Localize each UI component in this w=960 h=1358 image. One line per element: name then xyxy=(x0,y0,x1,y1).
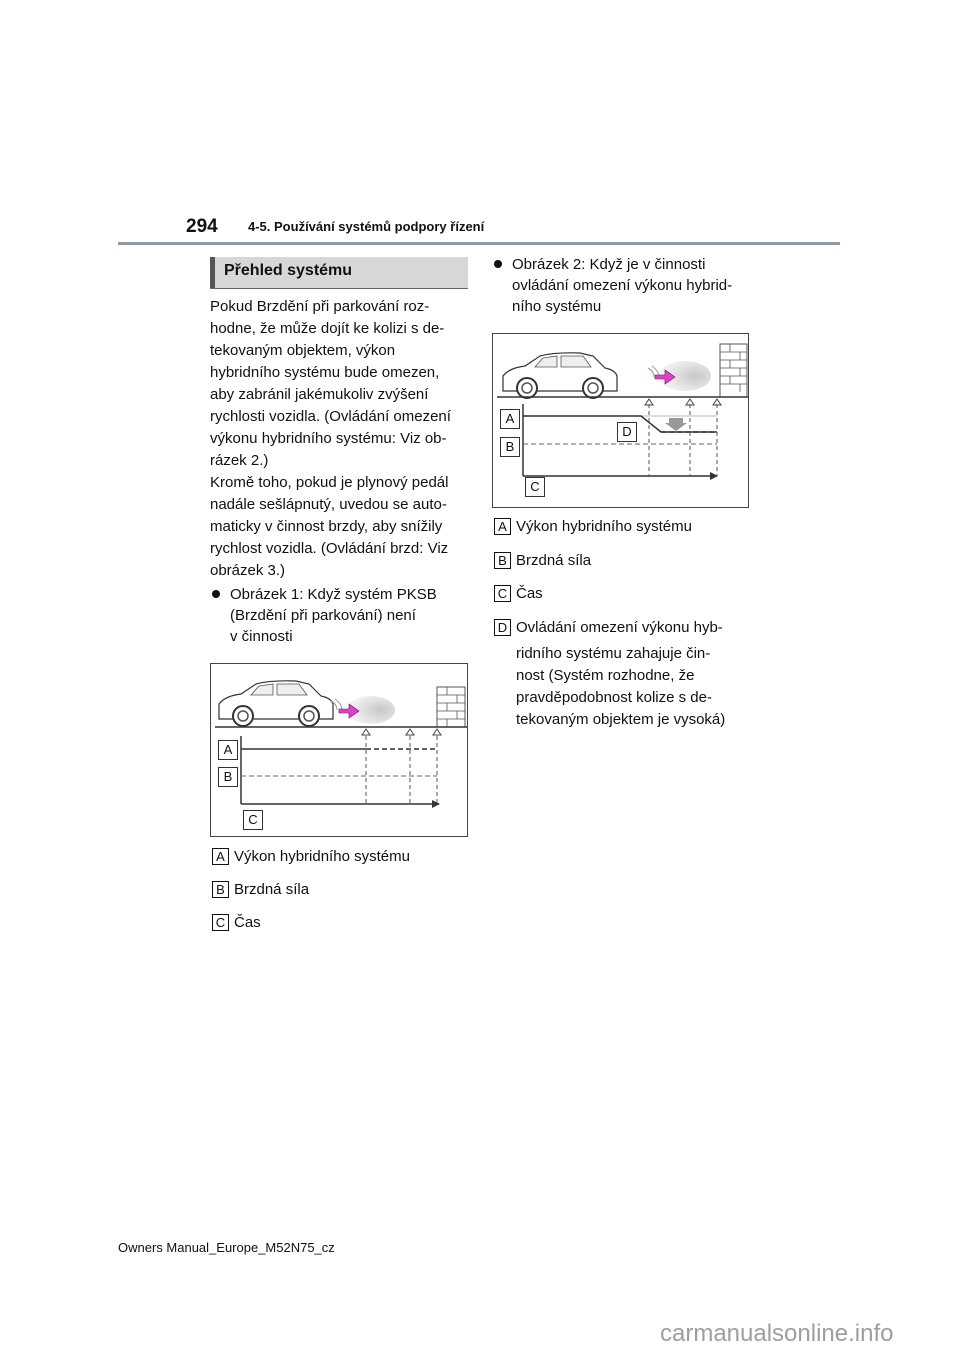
legend-text: Výkon hybridního systému xyxy=(516,518,692,535)
caption-line: ního systému xyxy=(512,298,602,315)
legend-item xyxy=(494,617,764,729)
wall-icon xyxy=(720,344,747,397)
page-number: 294 xyxy=(186,216,218,237)
legend-text: Brzdná síla xyxy=(234,881,310,898)
legend-item xyxy=(212,912,472,934)
figure2-diagram xyxy=(492,333,749,508)
intro-paragraph xyxy=(210,296,451,582)
paragraph-line: rychlosti vozidla. (Ovládání omezení xyxy=(210,408,451,425)
paragraph-line: maticky v činnost brzdy, aby snížily xyxy=(210,518,443,535)
figure-label-a: A xyxy=(218,740,238,760)
paragraph-line: výkonu hybridního systému: Viz ob- xyxy=(210,430,447,447)
heading-accent-bar xyxy=(210,257,215,288)
legend-text-line: tekovaným objektem je vysoká) xyxy=(516,711,726,728)
car-icon xyxy=(219,681,333,726)
figure1-diagram xyxy=(210,663,468,837)
legend-key-b: B xyxy=(212,881,229,898)
paragraph-line: hodne, že může dojít ke kolizi s de- xyxy=(210,320,445,337)
legend-text-line: nost (Systém rozhodne, že xyxy=(516,667,695,684)
footer-manual-id: Owners Manual_Europe_M52N75_cz xyxy=(118,1240,335,1255)
legend-key-b: B xyxy=(494,552,511,569)
paragraph-line: aby zabránil jakémukoliv zvýšení xyxy=(210,386,429,403)
legend-item xyxy=(494,516,764,538)
heading-text: Přehled systému xyxy=(224,262,353,279)
caption-line: Obrázek 2: Když je v činnosti xyxy=(512,256,706,273)
caption-line: Obrázek 1: Když systém PKSB xyxy=(230,586,437,603)
figure-label-a: A xyxy=(500,409,520,429)
legend-item xyxy=(212,846,472,868)
paragraph-line: nadále sešlápnutý, uvedou se auto- xyxy=(210,496,447,513)
car-icon xyxy=(503,353,617,398)
legend-text: Čas xyxy=(234,914,261,931)
legend-text: Čas xyxy=(516,585,543,602)
paragraph-line: rázek 2.) xyxy=(210,452,269,469)
caption-line: (Brzdění při parkování) není xyxy=(230,607,416,624)
section-title: 4-5. Používání systémů podpory řízení xyxy=(248,219,485,234)
wall-icon xyxy=(437,687,465,727)
paragraph-line: tekovaným objektem, výkon xyxy=(210,342,396,359)
figure-label-c: C xyxy=(525,477,545,497)
legend-key-c: C xyxy=(494,585,511,602)
legend-key-a: A xyxy=(494,518,511,535)
down-arrow-icon xyxy=(665,418,687,431)
bullet-dot xyxy=(212,590,220,598)
figure-label-b: B xyxy=(218,767,238,787)
header-rule xyxy=(118,242,840,245)
paragraph-line: Kromě toho, pokud je plynový pedál xyxy=(210,474,449,491)
figure-label-c: C xyxy=(243,810,263,830)
bullet-dot xyxy=(494,260,502,268)
legend-text-line: ridního systému zahajuje čin- xyxy=(516,645,711,662)
figure-label-d: D xyxy=(617,422,637,442)
legend-text: Výkon hybridního systému xyxy=(234,848,410,865)
legend-item xyxy=(494,583,764,605)
paragraph-line: obrázek 3.) xyxy=(210,562,286,579)
legend-item xyxy=(212,879,472,901)
legend-key-a: A xyxy=(212,848,229,865)
paragraph-line: rychlost vozidla. (Ovládání brzd: Viz xyxy=(210,540,449,557)
watermark: carmanualsonline.info xyxy=(660,1320,894,1347)
figure2-caption xyxy=(494,254,764,320)
legend-text: Brzdná síla xyxy=(516,552,592,569)
figure1-caption xyxy=(212,584,472,650)
section-heading xyxy=(210,257,468,289)
figure-label-b: B xyxy=(500,437,520,457)
legend-text-line: Ovládání omezení výkonu hyb- xyxy=(516,619,723,636)
caption-line: v činnosti xyxy=(230,628,293,645)
paragraph-line: Pokud Brzdění při parkování roz- xyxy=(210,298,430,315)
legend-key-c: C xyxy=(212,914,229,931)
caption-line: ovládání omezení výkonu hybrid- xyxy=(512,277,733,294)
legend-key-d: D xyxy=(494,619,511,636)
paragraph-line: hybridního systému bude omezen, xyxy=(210,364,440,381)
legend-item xyxy=(494,550,764,572)
legend-text-line: pravděpodobnost kolize s de- xyxy=(516,689,712,706)
